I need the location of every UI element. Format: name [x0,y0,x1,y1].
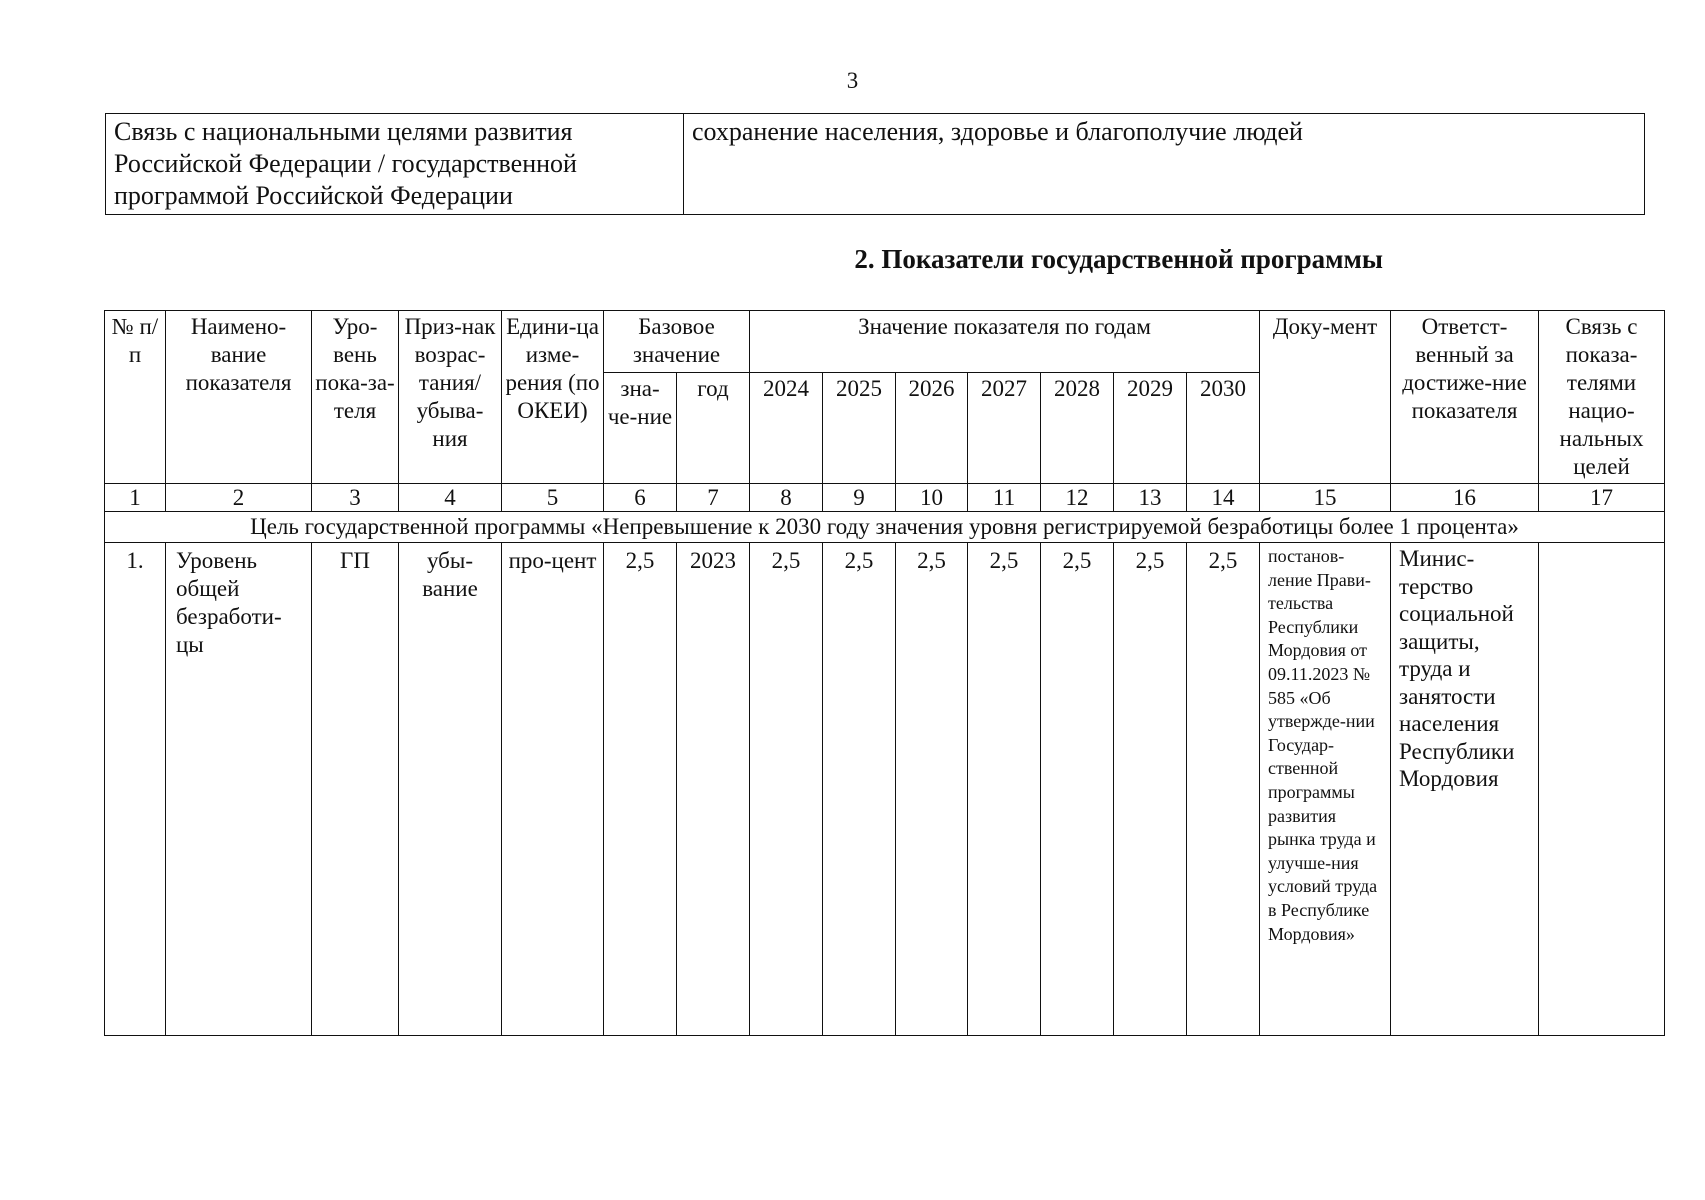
national-goals-table [105,113,1645,215]
header-level: Уро-вень пока-за-теля [312,311,399,484]
header-base: Базовое значение [604,311,750,373]
column-number: 15 [1260,484,1391,512]
column-number-row [105,484,1665,512]
row-unit: про-цент [502,543,604,1036]
row-base-value: 2,5 [604,543,677,1036]
header-base-year: год [677,373,750,484]
header-unit: Едини-ца изме-рения (по ОКЕИ) [502,311,604,484]
indicators-table [104,310,1665,1036]
column-number: 4 [399,484,502,512]
section-title: 2. Показатели государственной программы [854,244,1383,274]
header-year: 2027 [968,373,1041,484]
column-number: 17 [1539,484,1665,512]
header-year: 2025 [823,373,896,484]
header-year: 2030 [1187,373,1260,484]
page-number: 3 [846,68,859,93]
header-year: 2024 [750,373,823,484]
row-link [1539,543,1665,1036]
row-level: ГП [312,543,399,1036]
national-goals-value: сохранение населения, здоровье и благополучие людей [684,114,1645,215]
column-number: 3 [312,484,399,512]
row-num: 1. [105,543,166,1036]
header-num: № п/п [105,311,166,484]
column-number: 12 [1041,484,1114,512]
row-value: 2,5 [1041,543,1114,1036]
header-link: Связь с показа-телями нацио-нальных целей [1539,311,1665,484]
column-number: 14 [1187,484,1260,512]
row-responsible: Минис-терство социальной защиты, труда и занятости населения Республики Мордовия [1391,543,1539,1036]
row-document: постанов-ление Прави-тельства Республики Мордовия от 09.11.2023 № 585 «Об утвержде-нии Государ-ственной программы развития рынка труда и улучше-ния условий труда в Республике Мордовия» [1260,543,1391,1036]
column-number: 5 [502,484,604,512]
header-year: 2029 [1114,373,1187,484]
column-number: 1 [105,484,166,512]
national-goals-row [106,114,1645,215]
column-number: 11 [968,484,1041,512]
row-value: 2,5 [823,543,896,1036]
column-number: 10 [896,484,968,512]
row-sign: убы-вание [399,543,502,1036]
goal-row [105,512,1665,543]
table-row [105,543,1665,1036]
column-number: 9 [823,484,896,512]
column-number: 7 [677,484,750,512]
column-number: 16 [1391,484,1539,512]
row-value: 2,5 [1114,543,1187,1036]
row-value: 2,5 [968,543,1041,1036]
header-document: Доку-мент [1260,311,1391,484]
row-base-year: 2023 [677,543,750,1036]
column-number: 2 [166,484,312,512]
goal-text: Цель государственной программы «Непревышение к 2030 году значения уровня регистрируемой безработицы более 1 процента» [105,512,1665,543]
row-value: 2,5 [1187,543,1260,1036]
header-responsible: Ответст-венный за достиже-ние показателя [1391,311,1539,484]
column-number: 8 [750,484,823,512]
header-year: 2026 [896,373,968,484]
header-name: Наимено-вание показателя [166,311,312,484]
row-name: Уровень общей безработи-цы [166,543,312,1036]
column-number: 13 [1114,484,1187,512]
header-year: 2028 [1041,373,1114,484]
header-row [105,311,1665,373]
header-base-value: зна-че-ние [604,373,677,484]
row-value: 2,5 [750,543,823,1036]
header-by-years: Значение показателя по годам [750,311,1260,373]
row-value: 2,5 [896,543,968,1036]
national-goals-label: Связь с национальными целями развития Российской Федерации / государственной программой Российской Федерации [106,114,684,215]
header-sign: Приз-нак возрас-тания/ убыва-ния [399,311,502,484]
column-number: 6 [604,484,677,512]
